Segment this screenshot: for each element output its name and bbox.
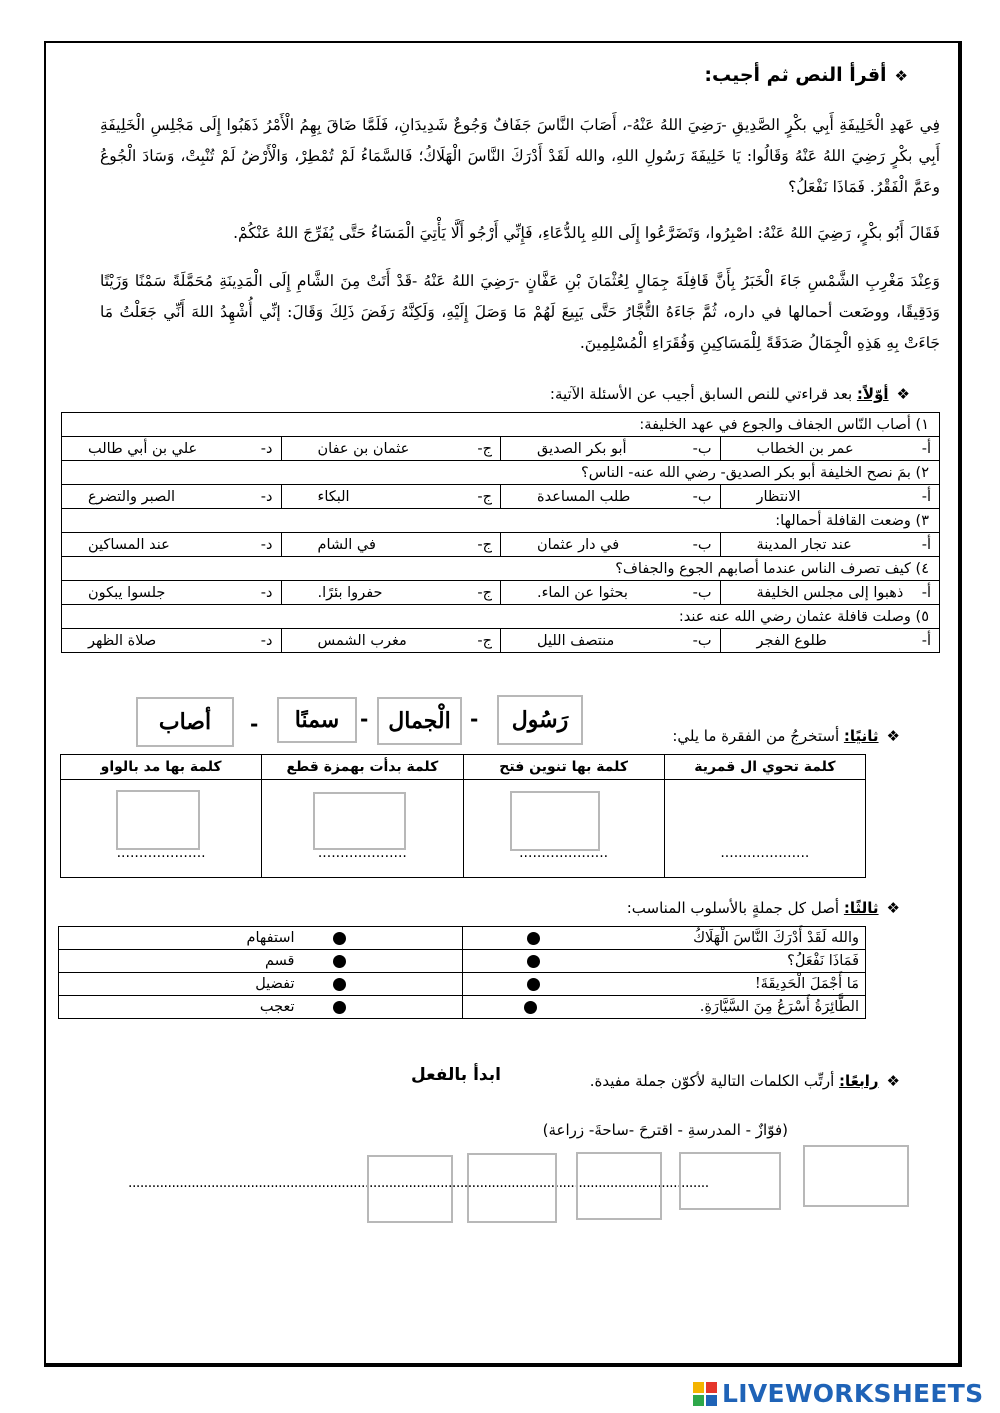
drop-box[interactable] — [576, 1152, 662, 1220]
choice-letter: د- — [260, 584, 273, 601]
answer-choice[interactable] — [720, 533, 940, 557]
diamond-bullet-icon: ❖ — [896, 385, 910, 403]
choice-letter: ج- — [477, 488, 492, 505]
match-dot-icon[interactable] — [333, 932, 346, 945]
match-dot-icon[interactable] — [333, 978, 346, 991]
logo-squares-icon — [693, 1382, 717, 1406]
choice-letter: ب- — [692, 488, 712, 505]
sentence-text: والله لَقَدْ أَدْرَكَ النَّاسَ الْهَلَاكُ — [693, 930, 859, 946]
header-madd: كلمة بها مد بالواو — [61, 755, 262, 780]
choice-letter: ب- — [692, 440, 712, 457]
blank-line: .................... — [519, 845, 609, 861]
choice-letter: أ- — [921, 440, 931, 457]
drop-box[interactable] — [679, 1152, 781, 1210]
choice-letter: د- — [260, 632, 273, 649]
question-stem: أصاب النّاس الجفاف والجوع في عهد الخليفة: — [639, 416, 911, 433]
choice-text: علي بن أبي طالب — [88, 440, 198, 457]
header-hamza: كلمة بدأت بهمزة قطع — [262, 755, 463, 780]
answer-choice[interactable] — [501, 533, 721, 557]
style-cell — [59, 996, 463, 1019]
question-stem: بمَ نصح الخليفة أبو بكر الصديق- رضي الله عنه- الناس؟ — [581, 464, 911, 481]
answer-choice[interactable] — [281, 533, 501, 557]
drop-box[interactable] — [367, 1155, 453, 1223]
answer-choice[interactable] — [720, 581, 940, 605]
choice-letter: ج- — [477, 440, 492, 457]
style-label: تعجب — [259, 999, 295, 1015]
choice-letter: ج- — [477, 536, 492, 553]
sentence-text: الطَّائِرَةُ أَسْرَعُ مِنَ السَّيَّارَةِ. — [699, 999, 859, 1015]
drop-box[interactable] — [803, 1145, 909, 1207]
match-dot-icon[interactable] — [333, 955, 346, 968]
choice-text: طلب المساعدة — [537, 488, 631, 505]
question-number: ٣) — [915, 512, 929, 529]
drop-box[interactable] — [116, 790, 200, 850]
choice-letter: ج- — [477, 632, 492, 649]
logo-text: LIVEWORKSHEETS — [722, 1379, 984, 1408]
sentence-cell — [462, 973, 866, 996]
drop-box[interactable] — [510, 791, 600, 851]
question-text — [62, 413, 940, 437]
passage-paragraph-2: فَقَالَ أَبُو بكْرٍ، رَضِيَ اللهُ عَنْهُ: اصْبِرُوا، وَتَضَرَّعُوا إِلَى اللهِ بِالدُّعَاءِ، فَإِنِّي أَرْجُو أَلَّا يَأْتِيَ الْمَسَاءُ حَتَّى يُفَرِّجَ اللهُ عَنْكُمْ. — [233, 224, 940, 242]
section4-heading: ❖رابعًا: أرتِّب الكلمات التالية لأكوّن جملة مفيدة. — [589, 1072, 900, 1090]
diamond-bullet-icon: ❖ — [886, 899, 900, 917]
question-number: ٥) — [915, 608, 929, 625]
choice-text: في دار عثمان — [537, 536, 620, 553]
choice-text: في الشام — [317, 536, 376, 553]
answer-choice[interactable] — [62, 485, 282, 509]
choice-letter: أ- — [921, 536, 931, 553]
drop-box[interactable] — [467, 1153, 557, 1223]
separator: - — [470, 707, 479, 731]
sentence-text: مَا أَجْمَلَ الْحَدِيقَةَ! — [754, 976, 859, 992]
answer-choice[interactable] — [62, 581, 282, 605]
blank-line: .................... — [720, 845, 810, 861]
answer-choice[interactable] — [62, 629, 282, 653]
answer-choice[interactable] — [720, 629, 940, 653]
diamond-bullet-icon: ❖ — [894, 67, 908, 85]
choice-letter: د- — [260, 488, 273, 505]
answer-choice[interactable] — [281, 485, 501, 509]
choices-row — [62, 581, 940, 605]
page-title: ❖أقرأ النص ثم أجيب: — [704, 64, 908, 86]
answer-cell[interactable] — [664, 780, 865, 878]
section3-heading: ❖ثالثًا: أصل كل جملةٍ بالأسلوب المناسب: — [626, 899, 900, 917]
diamond-bullet-icon: ❖ — [886, 1072, 900, 1090]
drag-word-aljamal[interactable]: الْجمال — [377, 697, 462, 745]
choice-text: ذهبوا إلى مجلس الخليفة — [756, 584, 904, 601]
diamond-bullet-icon: ❖ — [886, 727, 900, 745]
words-to-arrange: (فوّازٌ - المدرسةِ - اقترحَ -ساحةَ- زراعة) — [542, 1121, 788, 1139]
drop-box[interactable] — [313, 792, 406, 850]
match-dot-icon[interactable] — [524, 1001, 537, 1014]
hint-start-with-verb: ابدأ بالفعل — [411, 1065, 501, 1085]
choice-text: بحثوا عن الماء. — [537, 584, 628, 601]
question-row — [62, 461, 940, 485]
choices-row — [62, 437, 940, 461]
choice-letter: أ- — [921, 488, 931, 505]
liveworksheets-logo — [693, 1379, 983, 1408]
match-dot-icon[interactable] — [527, 955, 540, 968]
matching-table — [58, 926, 866, 1019]
header-tanween: كلمة بها تنوين فتح — [463, 755, 664, 780]
choices-row — [62, 485, 940, 509]
answer-choice[interactable] — [62, 533, 282, 557]
drag-word-asaba[interactable]: أصاب — [136, 697, 234, 747]
question-row — [62, 557, 940, 581]
blank-line: .................... — [317, 845, 407, 861]
answer-choice[interactable] — [720, 437, 940, 461]
choice-text: البكاء — [317, 488, 350, 505]
header-qamari: كلمة تحوي ال قمرية — [664, 755, 865, 780]
choice-text: الانتظار — [756, 488, 801, 505]
choice-text: منتصف الليل — [537, 632, 615, 649]
matching-row — [59, 996, 866, 1019]
drag-word-rasool[interactable]: رَسُول — [497, 695, 583, 745]
sentence-cell — [462, 927, 866, 950]
choice-text: عثمان بن عفان — [317, 440, 410, 457]
choice-text: الصبر والتضرع — [88, 488, 176, 505]
choices-row — [62, 629, 940, 653]
question-number: ١) — [915, 416, 929, 433]
answer-choice[interactable] — [281, 437, 501, 461]
question-number: ٢) — [915, 464, 929, 481]
separator: - — [250, 712, 259, 736]
matching-row — [59, 973, 866, 996]
matching-row — [59, 950, 866, 973]
answer-choice[interactable] — [281, 581, 501, 605]
answer-choice[interactable] — [62, 437, 282, 461]
choice-letter: د- — [260, 440, 273, 457]
style-cell — [59, 927, 463, 950]
choice-text: عند المساكين — [88, 536, 170, 553]
match-dot-icon[interactable] — [333, 1001, 346, 1014]
answer-line: ................................................................................................................................................... — [128, 1175, 709, 1191]
answer-choice[interactable] — [281, 629, 501, 653]
choice-text: عمر بن الخطاب — [756, 440, 854, 457]
separator: - — [360, 707, 369, 731]
question-stem: كيف تصرف الناس عندما أصابهم الجوع والجفاف؟ — [615, 560, 911, 577]
match-dot-icon[interactable] — [527, 932, 540, 945]
style-label: استفهام — [246, 930, 295, 946]
passage-paragraph-1: فِي عَهدِ الْخَلِيفَةِ أَبِي بكْرٍ الصَّدِيقِ -رَضِيَ اللهُ عَنْهُ-، أَصَابَ النَّاسَ جَفَافٌ وَجُوعٌ شَدِيدَانِ، فَلَمَّا ضَاقَ بِهِمُ الْأَمْرُ ذَهَبُوا إِلَى مَجْلِسِ الْخَلِيفَةِ أَبِي بكْرٍ رَضِيَ اللهُ عَنْهُ وَقَالُوا: يَا خَلِيفَةَ رَسُولِ اللهِ، والله لَقَدْ أَدْرَكَ النَّاسَ الْهَلَاكُ؛ فَالسَّمَاءُ لَمْ تُمْطِرْ، وَالْأَرْضُ لَمْ تُنْبِتْ، وَسَادَ الْجُوعُ وعَمَّ الْفَقْرُ. فَمَاذَا نَفْعَلُ؟ — [100, 116, 940, 196]
blank-line: .................... — [116, 845, 206, 861]
section2-heading: ❖ثانيًا: أستخرجُ من الفقرة ما يلي: — [672, 727, 900, 745]
answer-choice[interactable] — [501, 485, 721, 509]
choice-text: مغرب الشمس — [317, 632, 407, 649]
section1-heading: ❖أوّلاً: بعد قراءتي للنص السابق أجيب عن الأسئلة الآتية: — [549, 385, 910, 403]
question-text — [62, 461, 940, 485]
question-text — [62, 557, 940, 581]
style-label: قسم — [264, 953, 295, 969]
answer-choice[interactable] — [501, 629, 721, 653]
style-cell — [59, 950, 463, 973]
answer-choice[interactable] — [720, 485, 940, 509]
choice-letter: د- — [260, 536, 273, 553]
match-dot-icon[interactable] — [527, 978, 540, 991]
style-label: تفضيل — [255, 976, 295, 992]
choice-letter: ب- — [692, 584, 712, 601]
question-stem: وضعت القافلة أحمالها: — [775, 512, 911, 529]
choice-text: صلاة الظهر — [88, 632, 157, 649]
answer-choice[interactable] — [501, 437, 721, 461]
choice-text: طلوع الفجر — [756, 632, 827, 649]
passage-paragraph-3: وَعِنْدَ مَغْرِبِ الشَّمْسِ جَاءَ الْخَبَرُ بِأَنَّ قَافِلَةَ جِمَالٍ لِعُثْمَانَ بْنِ عَفَّانٍ -رَضِيَ اللهُ عَنْهُ -قَدْ أَتَتْ مِنَ الشَّامِ إِلَى الْمَدِينَةِ مُحَمَّلَةً سَمْنًا وَزَيْتًا وَدَقِيقًا، ووضَعت أحمالها في داره، ثُمَّ جَاءَهُ التُّجَّارُ حَتَّى يَبِيعَ لَهُمْ مَا وَصَلَ إِلَيْهِ، وَلَكِنَّهُ رَفَضَ ذَلِكَ وَقَالَ: إنِّي أُشْهِدُ اللهَ أَنِّي جَعَلْتُ مَا جَاءَتْ بِهِ هَذِهِ الْجِمَالُ صَدَقَةً لِلْمَسَاكِينِ وَفُقَرَاءِ الْمُسْلِمِينَ. — [100, 272, 940, 352]
choice-text: أبو بكر الصديق — [537, 440, 627, 457]
question-text — [62, 605, 940, 629]
question-number: ٤) — [915, 560, 929, 577]
sentence-text: فَمَاذَا نَفْعَلُ؟ — [787, 953, 859, 969]
choice-letter: أ- — [921, 632, 931, 649]
choice-letter: ب- — [692, 536, 712, 553]
choice-text: جلسوا يبكون — [88, 584, 166, 601]
questions-table — [61, 412, 940, 653]
question-row — [62, 413, 940, 437]
question-row — [62, 605, 940, 629]
choice-letter: ب- — [692, 632, 712, 649]
choice-text: حفروا بئرًا. — [317, 584, 383, 601]
choice-letter: أ- — [921, 584, 931, 601]
drag-word-samnan[interactable]: سمنًا — [277, 697, 357, 743]
question-row — [62, 509, 940, 533]
choice-letter: ج- — [477, 584, 492, 601]
sentence-cell — [462, 950, 866, 973]
choice-text: عند تجار المدينة — [756, 536, 852, 553]
question-text — [62, 509, 940, 533]
answer-choice[interactable] — [501, 581, 721, 605]
style-cell — [59, 973, 463, 996]
sentence-cell — [462, 996, 866, 1019]
question-stem: وصلت قافلة عثمان رضي الله عنه عند: — [678, 608, 911, 625]
choices-row — [62, 533, 940, 557]
matching-row — [59, 927, 866, 950]
